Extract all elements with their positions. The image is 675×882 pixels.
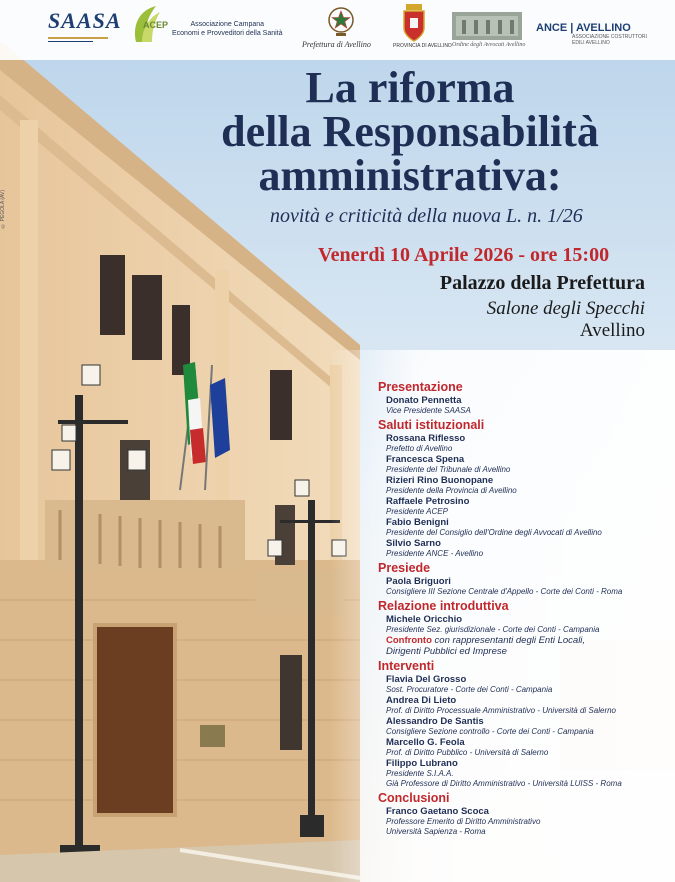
speaker-name: Marcello G. Feola (386, 737, 465, 748)
speaker-role: Presidente ACEP (386, 507, 448, 516)
italian-republic-emblem-icon (327, 6, 355, 38)
speaker-role: Vice Presidente SAASA (386, 406, 471, 415)
speaker-name: Filippo Lubrano (386, 758, 458, 769)
event-subtitle: novità e criticità della nuova L. n. 1/26 (270, 205, 583, 227)
title-line: della Responsabilità (221, 107, 599, 156)
confronto-text: con rappresentanti degli Enti Locali, (434, 635, 586, 646)
saasa-logo: SAASA (48, 8, 122, 33)
speaker-role: Professore Emerito di Diritto Amministrativo (386, 817, 541, 826)
title-line: amministrativa: (258, 151, 562, 200)
provincia-crest-icon (402, 4, 426, 42)
speaker-name: Andrea Di Lieto (386, 695, 457, 706)
speaker-name: Rizieri Rino Buonopane (386, 475, 494, 486)
speaker-role: Presidente del Consiglio dell'Ordine degli Avvocati di Avellino (386, 528, 602, 537)
ance-subtitle-line: EDILI AVELLINO (572, 40, 610, 46)
speaker-role: Presidente del Tribunale di Avellino (386, 465, 511, 474)
speaker-role: Presidente S.I.A.A. (386, 769, 454, 778)
speaker-name: Flavia Del Grosso (386, 674, 467, 685)
event-datetime: Venerdì 10 Aprile 2026 - ore 15:00 (318, 244, 610, 266)
ance-subtitle (572, 34, 647, 46)
speaker-name: Donato Pennetta (386, 395, 462, 406)
speaker-name: Francesca Spena (386, 454, 465, 465)
program-list (378, 378, 673, 837)
venue-name: Palazzo della Prefettura (439, 272, 645, 294)
speaker-role: Presidente della Provincia di Avellino (386, 486, 517, 495)
section-heading-interventi: Interventi (378, 659, 435, 673)
speaker-name: Fabio Benigni (386, 517, 449, 528)
speaker-role: Presidente Sez. giurisdizionale - Corte dei Conti - Campania (386, 625, 600, 634)
venue-city: Avellino (579, 320, 645, 341)
speaker-role: Presidente ANCE - Avellino (386, 549, 484, 558)
speaker-role: Prof. di Diritto Processuale Amministrativo - Università di Salerno (386, 706, 617, 715)
section-heading-presiede: Presiede (378, 561, 431, 575)
title-line: La riforma (305, 63, 515, 112)
event-title (150, 63, 670, 200)
confronto-label: Confronto (386, 635, 432, 646)
acep-description-line: Economi e Provveditori della Sanità (172, 30, 283, 37)
section-heading-conclusioni: Conclusioni (378, 791, 450, 805)
speaker-role: Sost. Procuratore - Corte dei Conti - Campania (386, 685, 553, 694)
acep-description-line: Associazione Campana (190, 21, 265, 28)
speaker-name: Franco Gaetano Scoca (386, 806, 489, 817)
speaker-name: Michele Oricchio (386, 614, 463, 625)
speaker-name: Raffaele Petrosino (386, 496, 470, 507)
speaker-role: Consigliere Sezione controllo - Corte dei Conti - Campania (386, 727, 594, 736)
venue-room: Salone degli Specchi (486, 298, 645, 319)
section-heading-presentazione: Presentazione (378, 380, 463, 394)
confronto-line (378, 635, 673, 646)
speaker-role: Prefetto di Avellino (386, 444, 453, 453)
speaker-name: Silvio Sarno (386, 538, 441, 549)
saasa-logo-underline (48, 35, 108, 45)
acep-logo-text: ACEP (143, 20, 169, 30)
prefettura-label: Prefettura di Avellino (302, 40, 371, 49)
speaker-name: Paola Briguori (386, 576, 451, 587)
photo-credit: © PEGOLA (AV) (0, 190, 6, 229)
section-heading-saluti: Saluti istituzionali (378, 418, 485, 432)
speaker-role: Università Sapienza - Roma (386, 827, 486, 836)
speaker-role: Prof. di Diritto Pubblico - Università di Salerno (386, 748, 549, 757)
ordine-avvocati-emblem-icon (452, 12, 522, 40)
speaker-name: Alessandro De Santis (386, 716, 484, 727)
confronto-text: Dirigenti Pubblici ed Imprese (386, 646, 507, 657)
ance-subtitle-line: ASSOCIAZIONE COSTRUTTORI (572, 34, 647, 40)
speaker-role: Consigliere III Sezione Centrale d'Appello - Corte dei Conti - Roma (386, 587, 623, 596)
ordine-label: Ordine degli Avvocati Avellino (452, 42, 526, 48)
section-heading-relazione: Relazione introduttiva (378, 599, 509, 613)
provincia-label: PROVINCIA DI AVELLINO (393, 43, 452, 49)
speaker-name: Rossana Riflesso (386, 433, 466, 444)
acep-description (172, 20, 283, 38)
ance-logo-text: ANCE | AVELLINO (536, 22, 631, 34)
speaker-role: Già Professore di Diritto Amministrativo - Università LUISS - Roma (386, 779, 622, 788)
logo-bar (0, 0, 675, 60)
